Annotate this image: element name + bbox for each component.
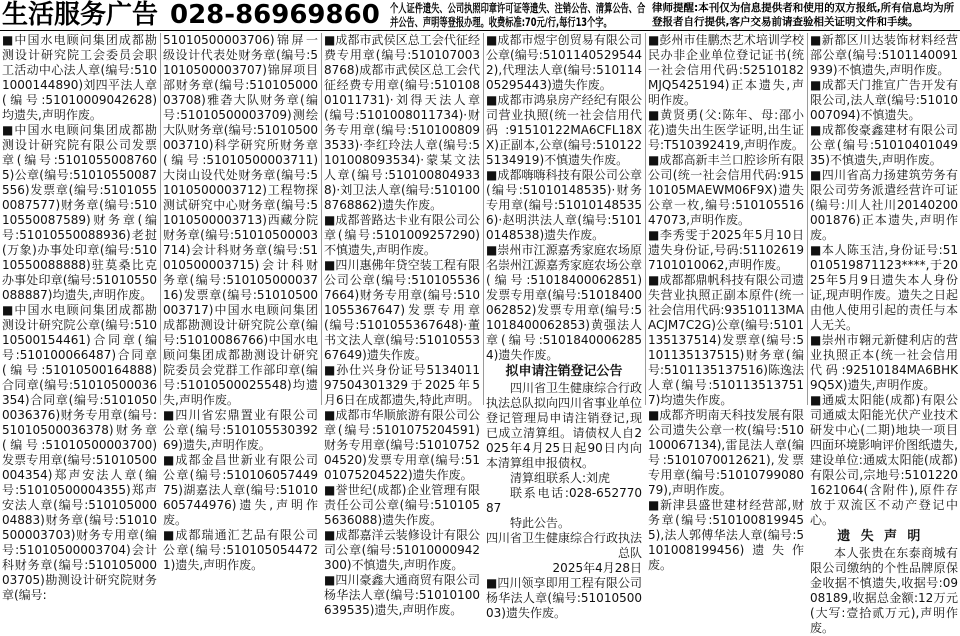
ad-item: ■孙仕兴身份证号513401197504301329于2025年5月6日在成都遗失,特此声明。 [324, 363, 480, 407]
deregistration-notice-body: 四川省卫生健康综合行政执法总队拟向四川省事业单位登记管理局申请注销登记,现已成立清算组。请债权人自2025年4月25日起90日内向本清算组申报债权。 [486, 381, 643, 470]
notice-signature-org: 四川省卫生健康综合行政执法总队 [486, 531, 643, 560]
ad-item: ■四川省高力扬建筑劳务有限公司劳务派遣经营许可证(编号:川人社川20140200001876)正本遗失,声明作废。 [810, 168, 958, 242]
ad-item: ■誉世纪(成都)企业管理有限责任公司公章(编号:5101055636088)遗失作废。 [324, 483, 480, 527]
ad-item: ■成都市煜宇创贸易有限公司公章(编号:51011405295442),代理法人章(编号:51011405295443)遗失作废。 [486, 33, 642, 92]
ad-item: ■成都市武侯区总工会代征经费专用章(编号:5101070038768)成都市武侯区总工会代征经费专用章(编号:51010801011731)·刘得天法人章(编号:5101008011734)·财务专用章(编号:5101008093533)·李红玲法人章(编号:5101008093534)·蒙某文法人章(编号:5101008049338)·刘卫法人章(编号:5101008768862)遗失作废。 [324, 33, 480, 212]
contact-person: 清算组联系人:刘虎 [510, 471, 611, 485]
ad-item: ■四川惠佛年贷空装工程有限公司公章(编号:5101055367664)财务专用章(编号:5101055367647)发票专用章(编号:5101055367648)·董书文法人章(编号:5101055367649)遗失作废。 [324, 258, 480, 362]
deregistration-notice-title: 拟申请注销登记公告 [505, 364, 623, 379]
ad-column-6 [810, 33, 958, 635]
ad-item: ■黄贤勇(父:陈年、母:邵小花)遗失出生医学证明,出生证号:T510392419,声明作废。 [648, 108, 804, 152]
ad-item: ■四川省宏鼎置业有限公司公章(编号:51010553039269)遗失,声明作废。 [163, 408, 318, 452]
ad-item: ■新都区川达装饰材料经营部公章(编号:5101140091939)不慎遗失,声明作废。 [810, 33, 958, 77]
section-title: 生活服务广告 [2, 0, 159, 30]
ad-item: ■成都市鸿泉房产经纪有限公司营业执照(统一社会信用代码:91510122MA6CFL18XX)正副本,公章(编号:5101225134919)不慎遗失作废。 [486, 93, 642, 167]
ad-item: ■成都嘉洋云装修设计有限公司公章(编号:51010000942300)不慎遗失,声明作废。 [324, 528, 480, 572]
ad-item: ■成都俊豪鑫建材有限公司公章(编号:5101040104935)不慎遗失,声明作废。 [810, 123, 958, 167]
page-header [0, 0, 960, 31]
ad-item: ■成都齐明南天科技发展有限公司遗失公章一枚(编号:510100067134),雷昆法人章(编号:5101070012621),发票专用章(编号:5101079908079),声明作废。 [648, 408, 804, 497]
ad-item: ■成都市华顺旅游有限公司公章(编号:5101075204591)财务专用章(编号:5101075204520)发票专用章(编号:5101075204522)遗失作废。 [324, 408, 480, 482]
ad-item: ■四川领享即用工程有限公司杨华法人章(编号:5101050003)遗失作废。 [486, 576, 642, 620]
ad-item: ■中国水电顾问集团成都勘测设计研究院有限公司发票章(编号:51010550087605)公章(编号:51010550087556)发票章(编号:51010550087577)财务章(编号:51010550087589)财务章(编号:51010550088936)老挝(万象)办事处印章(编号:51010550088888)驻莫桑比克办事处印章(编号:51010550088887)均遗失,声明作废。 [2, 123, 157, 302]
ad-item: ■成都都鼎帆科技有限公司遗失营业执照正副本原件(统一社会信用代码:93510113MAACJM7C2G)公章(编号:5101135137514)发票章(编号:5101135137515)财务章(编号:5101135137516)陈逸法人章(编号:5101135137517)均遗失作废。 [648, 273, 804, 407]
ad-item: ■本人陈玉洁,身份证号:51010519871123****,于2025年5月9日遗失本人身份证,现声明作废。遗失之日起由他人使用引起的责任与本人无关。 [810, 243, 958, 332]
ad-continuation: 51010500003706)锦屏一级设计代表处财务章(编号:51010500003707)锦屏项目部财务章(编号:51010500003708)雅砻大队财务章(编号:51010500003709)测绘大队财务章(编号:51010500003710)科学研究所财务章(编号:51010500003711)大岗山设代处财务章(编号:51010500003712)工程物探测试研究中心财务章(编号:51010500003713)西藏分院财务章(编号:51010500003714)会计科财务章(编号:51010500003715)会计科财务章(编号:51010500003716)发票章(编号:51010500003717)中国水电顾问集团成都勘测设计研究院公章(编号:51010086766)中国水电顾问集团成都勘测设计研究院委员会党群工作部印章(编号:51010500025548)均遗失,声明作废。 [163, 33, 318, 407]
ad-item: ■新津县盛世建材经营部,财务章(编号:5101008199455),法人郭傅华法人章(编号:5101008199456)遗失作废。 [648, 498, 804, 572]
ad-item: ■成都嗨嗨科技有限公司公章(编号:51010148535)·财务专用章(编号:510101485356)·赵明洪法人章(编号:51010148538)遗失作废。 [486, 168, 642, 242]
column-divider [645, 33, 646, 405]
notice-closing: 特此公告。 [510, 516, 571, 530]
ad-item: ■四川豪鑫大通商贸有限公司杨华法人章(编号:51010100639535)遗失,声明作废。 [324, 573, 480, 617]
ad-column-1 [2, 33, 157, 602]
ad-column-5 [648, 33, 804, 572]
ad-item: ■成都天门推宣广告开发有限公司,法人章(编号:51010007094)不慎遗失。 [810, 78, 958, 122]
column-divider [807, 33, 808, 405]
ad-item: ■通威太阳能(成都)有限公司通威太阳能光伏产业技术研发中心(二期)地块一项目四面环境影响评价图纸遗失,建设单位:通威太阳能(成都)有限公司,宗地号:51012201621064(含附件),原件存放于双流区不动产登记中心。 [810, 393, 958, 527]
hotline-number: 028-86969860 [170, 0, 380, 30]
ad-item: ■成都瑞通汇艺品有限公司公章(编号:5101050544721)遗失,声明作废。 [163, 528, 318, 572]
ad-item: ■中国水电顾问集团成都勘测设计研究院工会委员会职工活动中心法人章(编号:5101000144890)刘四平法人章(编号:51010009042628)均遗失,声明作废。 [2, 33, 157, 122]
ad-item: ■成都普路达卡业有限公司公章(编号:5101009257290)不慎遗失,声明作废。 [324, 213, 480, 257]
lost-statement-title: 遗失声明 [837, 529, 931, 544]
lawyer-notice: 律师提醒:本刊仅为信息提供者和使用的双方报纸,所有信息均为所登报者自行提供,客户交易前请查验相关证明文件和手续。 [652, 2, 955, 28]
ad-item: ■成都高新丰兰口腔诊所有限公司(统一社会信用代码:91510105MAEWM06F9X)遗失公章一枚,编号:51010551647073,声明作废。 [648, 153, 804, 227]
column-divider [321, 33, 322, 405]
service-notice [390, 1, 648, 29]
ad-column-2 [163, 33, 318, 572]
ad-item: ■中国水电顾问集团成都勘测设计研究院公章(编号:51010500154461)合同章(编号:510100066487)合同章(编号:51010500164888)合同章(编号:51010500036354)合同章(编号:51010500036376)财务专用章(编号:51010500036378)财务章(编号:51010500003700)发票专用章(编号:51010500004354)郑声安法人章(编号:51010500004355)郑声安法人章(编号:51010500004883)财务章(编号:51010500003703)财务专用章(编号:51010500003704)会计科财务章(编号:51010500003705)勘测设计研究院财务章(编号: [2, 303, 157, 602]
ad-item: ■崇州市翱元新健利店的营业执照正本(统一社会信用代码:92510184MA6BHK9Q5X)遗失,声明作废。 [810, 333, 958, 392]
service-notice-text: 个人证件遗失、公司执照印章许可证等遗失、注销公告、清算公告、合并公告、声明等登报办理。收费标准:70元/行,每行13个字。 [390, 1, 646, 29]
contact-phone: 联系电话:028-65277087 [486, 486, 642, 515]
lost-statement-body: 本人张贵在东泰商城有限公司缴纳的个性品牌原保金收据不慎遗失,收据号:0908189,收据总金额:12万元(大写:壹拾贰万元),声明作废。 [810, 546, 958, 635]
column-divider [160, 33, 161, 405]
ad-item: ■彭州市佳鹏杰艺术培训学校民办非企业单位登记证书(统一社会信用代码:52510182MJQ5425194)正本遗失,声明作废。 [648, 33, 804, 107]
notice-signature-date: 2025年4月28日 [552, 561, 642, 575]
ad-item: ■李秀雯于2025年5月10日遗失身份证,号码:511026197101010062,声明作废。 [648, 228, 804, 272]
ad-item: ■成都金昌世新业有限公司公章(编号:51010605744975)湖嘉法人章(编号:51010605744976)遗失,声明作废。 [163, 453, 318, 527]
ad-column-4 [486, 33, 643, 620]
ad-item: ■崇州市江源嘉秀家庭农场原名崇州江源嘉秀家庭农场公章(编号:51018400062851)发票专用章(编号:51018400062852)发票专用章(编号:51018400062853)黄强法人章(编号:51018400062854)遗失作废。 [486, 243, 643, 362]
ad-column-3 [324, 33, 480, 617]
column-divider [483, 33, 484, 405]
